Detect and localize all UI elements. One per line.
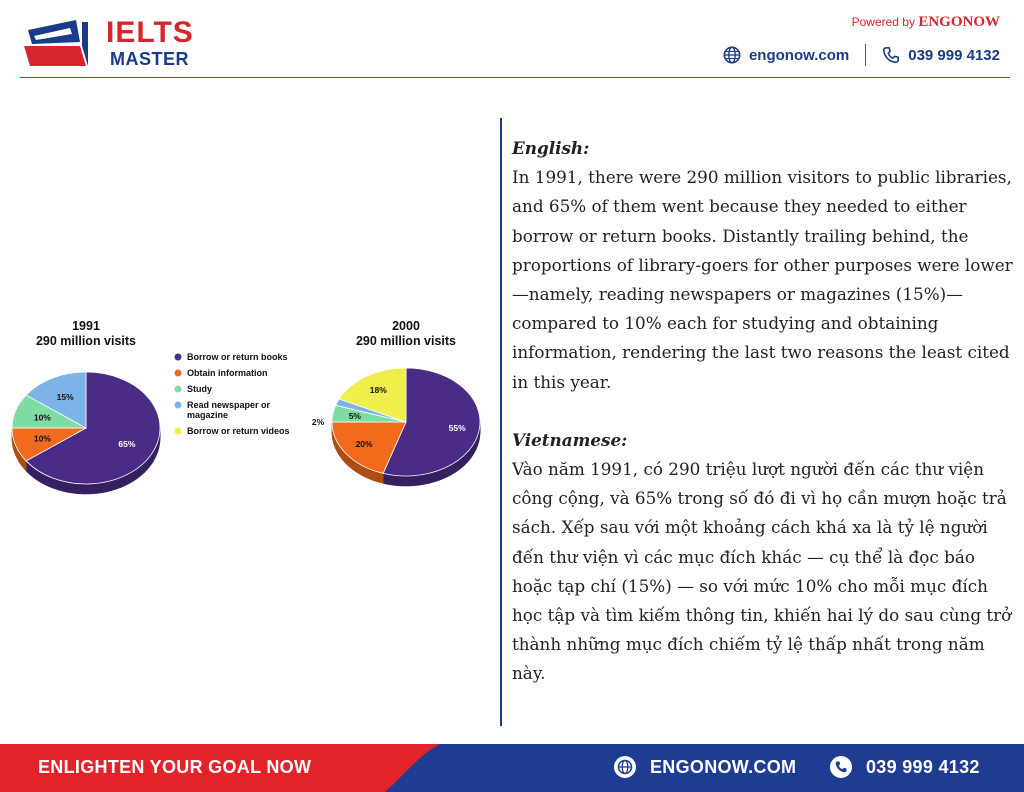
pie-side-2000-0 [441, 469, 443, 480]
pie-side-2000-1 [371, 470, 373, 481]
legend-label-2: Study [187, 384, 213, 394]
pie-side-2000-1 [360, 465, 362, 476]
pie-side-1991-0 [66, 482, 68, 493]
legend-swatch-0 [175, 354, 182, 361]
chart-title-1991: 1991 [72, 319, 100, 333]
legend-label-1: Obtain information [187, 368, 268, 378]
pie-side-2000-0 [398, 476, 401, 486]
pie-label-2000-2: 5% [348, 411, 361, 422]
legend-label-4: Borrow or return videos [187, 426, 290, 436]
footer-slogan: ENLIGHTEN YOUR GOAL NOW [38, 757, 312, 777]
header-website-link[interactable]: engonow.com [748, 46, 850, 64]
pie-side-2000-0 [447, 466, 449, 477]
brand-name-bottom: MASTER [110, 49, 189, 69]
pie-label-2000-0: 55% [448, 422, 466, 433]
pie-label-2000-1: 20% [355, 439, 373, 450]
english-paragraph: In 1991, there were 290 million visitors to public libraries, and 65% of them went because they needed to either borrow or return books. Distantly trailing behind, the proportions of library-goers for other purposes were lower—namely, reading newspapers or magazines (15%)—compared to 10% each for studying and obtaining information, rendering the last two reasons the least cited in this year. [512, 167, 1013, 392]
pie-side-2000-0 [449, 465, 451, 476]
globe-icon [723, 46, 741, 64]
pie-side-2000-1 [378, 472, 380, 483]
pie-side-2000-1 [376, 471, 378, 482]
footer-website[interactable] [614, 756, 796, 778]
legend-swatch-2 [175, 386, 182, 393]
pie-side-1991-0 [78, 484, 81, 494]
pie-side-2000-0 [424, 474, 426, 484]
pie-side-1991-0 [94, 483, 97, 493]
page-footer [0, 744, 1024, 792]
pie-side-1991-0 [71, 483, 74, 493]
pie-side-2000-0 [401, 476, 404, 486]
pie-side-1991-0 [129, 472, 131, 483]
pie-side-2000-0 [403, 476, 406, 486]
pie-side-1991-0 [81, 484, 84, 494]
pie-side-1991-0 [96, 483, 99, 493]
pie-side-1991-0 [99, 483, 102, 493]
legend-label-3: Read newspaper or [187, 400, 271, 410]
pie-side-1991-0 [106, 481, 108, 492]
pie-side-2000-0 [391, 475, 394, 485]
pie-side-1991-0 [83, 484, 86, 494]
pie-side-2000-0 [431, 472, 433, 483]
pie-side-1991-0 [116, 478, 118, 489]
pie-side-1991-0 [73, 483, 76, 493]
legend-swatch-3 [175, 402, 182, 409]
pie-side-2000-0 [386, 474, 388, 484]
pie-side-1991-0 [91, 484, 94, 494]
pie-side-2000-0 [438, 470, 440, 481]
phone-icon [830, 756, 852, 778]
pie-label-2000-4: 18% [369, 385, 387, 396]
pie-side-2000-0 [452, 463, 454, 474]
vietnamese-paragraph: Vào năm 1991, có 290 triệu lượt người đến các thư viện công cộng, và 65% trong số đó đi vì họ cần mượn hoặc trả sách. Xếp sau với một khoảng cách khá xa là tỷ lệ người đến thư viện vì các mục đích khác — cụ thể là đọc báo hoặc tạp chí (15%) — so với mức 10% cho mỗi mục đích học tập và tìm kiếm thông tin, khiến hai lý do sau cùng trở thành những mục đích chiếm tỷ lệ thấp nhất trong năm này. [512, 459, 1012, 684]
powered-prefix: Powered by [851, 15, 915, 29]
pie-side-1991-0 [89, 484, 92, 494]
english-heading: English: [512, 138, 590, 158]
pie-side-2000-1 [358, 463, 360, 474]
text-column [512, 134, 1017, 718]
pie-side-2000-0 [411, 476, 414, 486]
legend-swatch-1 [175, 370, 182, 377]
pie-side-2000-0 [393, 475, 396, 485]
pie-side-2000-0 [406, 476, 409, 486]
pie-side-2000-0 [388, 474, 391, 484]
pie-side-1991-0 [58, 480, 60, 491]
pie-side-1991-0 [76, 483, 79, 493]
pie-side-2000-1 [381, 473, 383, 484]
pie-side-1991-0 [111, 480, 113, 491]
pie-side-1991-0 [56, 479, 58, 490]
page-header [0, 0, 1024, 80]
brand-logo[interactable] [20, 14, 194, 70]
footer-phone[interactable] [830, 756, 980, 778]
pie-side-2000-0 [434, 471, 436, 482]
pie-side-1991-0 [125, 474, 127, 485]
globe-icon [614, 756, 636, 778]
header-phone-link[interactable]: 039 999 4132 [908, 46, 1000, 64]
pie-label-1991-1: 10% [33, 433, 51, 444]
pie-side-2000-0 [421, 474, 424, 484]
pie-charts-svg [0, 300, 500, 500]
pie-side-1991-0 [127, 473, 129, 484]
brand-name-top: IELTS [106, 16, 194, 49]
pie-side-2000-0 [419, 475, 422, 485]
pie-side-1991-0 [109, 481, 111, 492]
pie-side-2000-0 [436, 471, 438, 482]
pie-side-1991-0 [114, 479, 116, 490]
pie-side-1991-0 [101, 482, 104, 492]
header-separator [865, 44, 866, 66]
powered-brand: ENGONOW [918, 14, 1000, 30]
pie-side-1991-0 [43, 473, 45, 484]
footer-phone-link[interactable]: 039 999 4132 [866, 756, 980, 777]
pie-side-2000-0 [396, 475, 399, 485]
logo-mark-icon [20, 16, 90, 68]
legend-label-3-cont: magazine [187, 410, 229, 420]
pie-label-1991-0: 65% [118, 438, 136, 449]
pie-charts [0, 300, 500, 500]
pie-side-1991-0 [49, 476, 51, 487]
footer-website-link[interactable]: ENGONOW.COM [650, 756, 797, 777]
chart-subtitle-1991: 290 million visits [35, 334, 137, 348]
pie-label-1991-2: 10% [33, 412, 51, 423]
legend-swatch-4 [175, 428, 182, 435]
pie-side-1991-0 [68, 482, 71, 492]
phone-icon [882, 46, 900, 64]
pie-side-2000-1 [367, 468, 369, 479]
pie-side-2000-0 [383, 473, 385, 484]
pie-side-1991-0 [40, 472, 42, 483]
legend-label-0: Borrow or return books [187, 352, 288, 362]
header-contact [723, 44, 1000, 66]
pie-side-2000-0 [414, 475, 417, 485]
powered-by [852, 14, 1000, 31]
chart-title-2000: 2000 [392, 319, 420, 333]
pie-side-2000-0 [416, 475, 419, 485]
pie-side-1991-0 [123, 475, 125, 486]
pie-side-2000-1 [363, 466, 365, 477]
pie-side-1991-0 [45, 474, 47, 485]
pie-label-2000-3: 2% [311, 417, 325, 427]
pie-side-1991-0 [61, 481, 63, 492]
pie-side-2000-0 [426, 473, 428, 484]
header-divider [20, 77, 1010, 78]
pie-side-1991-0 [86, 484, 89, 494]
pie-side-2000-0 [443, 468, 445, 479]
pie-side-1991-0 [63, 481, 65, 492]
pie-side-1991-0 [47, 475, 49, 486]
pie-side-2000-0 [445, 467, 447, 478]
pie-side-1991-0 [54, 478, 56, 489]
pie-side-1991-0 [104, 482, 106, 493]
vietnamese-heading: Vietnamese: [512, 429, 628, 450]
pie-side-1991-0 [51, 477, 53, 488]
chart-subtitle-2000: 290 million visits [355, 334, 457, 348]
pie-label-1991-3: 15% [56, 392, 74, 403]
pie-side-1991-0 [38, 471, 40, 482]
pie-side-2000-1 [369, 469, 371, 480]
pie-side-2000-0 [429, 473, 431, 484]
pie-side-2000-0 [409, 476, 412, 486]
pie-side-1991-0 [118, 477, 120, 488]
pie-side-2000-1 [374, 471, 376, 482]
pie-side-1991-0 [121, 476, 123, 487]
column-divider [500, 118, 502, 726]
pie-side-1991-0 [132, 471, 134, 482]
pie-side-2000-1 [365, 467, 367, 478]
